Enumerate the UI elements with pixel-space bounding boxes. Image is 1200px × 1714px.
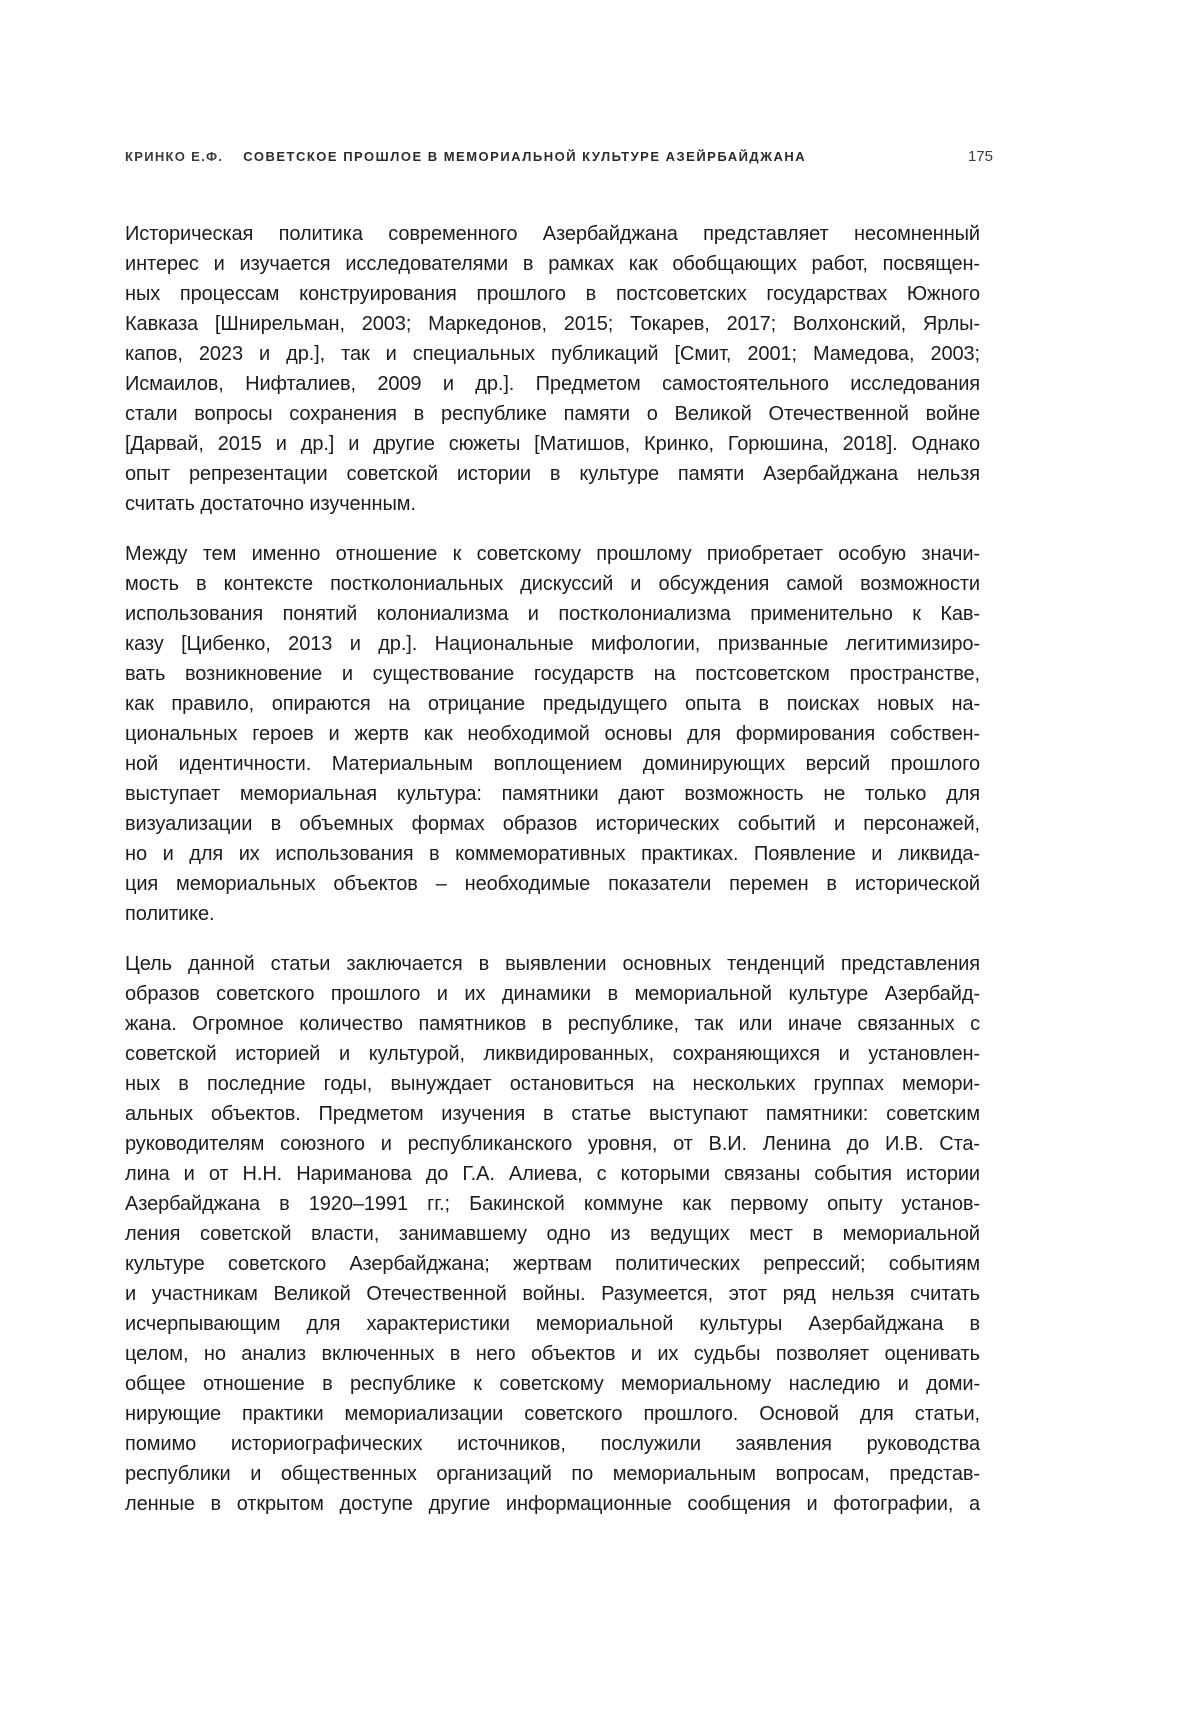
text-line: республики и общественных организаций по мемориальным вопросам, представ- [125, 1463, 980, 1485]
paragraph [125, 539, 980, 929]
text-line: ленные в открытом доступе другие информационные сообщения и фотографии, а [125, 1493, 980, 1515]
text-line: образов советского прошлого и их динамики в мемориальной культуре Азербайд- [125, 983, 980, 1005]
header-author: КРИНКО Е.Ф. [125, 149, 224, 164]
text-line: циональных героев и жертв как необходимой основы для формирования собствен- [125, 723, 980, 745]
article-body [125, 219, 980, 1539]
text-line: Между тем именно отношение к советскому прошлому приобретает особую значи- [125, 543, 980, 565]
page-number: 175 [967, 148, 993, 165]
text-line: лина и от Н.Н. Нариманова до Г.А. Алиева, с которыми связаны события истории [125, 1163, 980, 1185]
header-article-title: СОВЕТСКОЕ ПРОШЛОЕ В МЕМОРИАЛЬНОЙ КУЛЬТУРЕ АЗЕЙРБАЙДЖАНА [243, 149, 807, 164]
text-line: помимо историографических источников, послужили заявления руководства [125, 1433, 980, 1455]
text-line: культуре советского Азербайджана; жертвам политических репрессий; событиям [125, 1253, 980, 1275]
text-line: ной идентичности. Материальным воплощением доминирующих версий прошлого [125, 753, 980, 775]
text-line: [Дарвай, 2015 и др.] и другие сюжеты [Матишов, Кринко, Горюшина, 2018]. Однако [125, 433, 980, 455]
text-line: политике. [125, 903, 215, 925]
text-line: Кавказа [Шнирельман, 2003; Маркедонов, 2015; Токарев, 2017; Волхонский, Ярлы- [125, 313, 980, 335]
text-line: и участникам Великой Отечественной войны. Разумеется, этот ряд нельзя считать [125, 1283, 980, 1305]
text-line: выступает мемориальная культура: памятники дают возможность не только для [125, 783, 980, 805]
text-line: общее отношение в республике к советскому мемориальному наследию и доми- [125, 1373, 980, 1395]
text-line: как правило, опираются на отрицание предыдущего опыта в поисках новых на- [125, 693, 980, 715]
text-line: вать возникновение и существование государств на постсоветском пространстве, [125, 663, 980, 685]
paragraph [125, 949, 980, 1519]
running-head [125, 148, 993, 165]
text-line: ления советской власти, занимавшему одно из ведущих мест в мемориальной [125, 1223, 980, 1245]
text-line: казу [Цибенко, 2013 и др.]. Национальные мифологии, призванные легитимизиро- [125, 633, 980, 655]
text-line: руководителям союзного и республиканского уровня, от В.И. Ленина до И.В. Ста- [125, 1133, 980, 1155]
text-line: опыт репрезентации советской истории в культуре памяти Азербайджана нельзя [125, 463, 980, 485]
text-line: нирующие практики мемориализации советского прошлого. Основой для статьи, [125, 1403, 980, 1425]
running-head-left [125, 149, 806, 164]
text-line: советской историей и культурой, ликвидированных, сохраняющихся и установлен- [125, 1043, 980, 1065]
text-line: жана. Огромное количество памятников в республике, так или иначе связанных с [125, 1013, 980, 1035]
text-line: считать достаточно изученным. [125, 493, 416, 515]
text-line: Азербайджана в 1920–1991 гг.; Бакинской коммуне как первому опыту установ- [125, 1193, 980, 1215]
text-line: но и для их использования в коммеморативных практиках. Появление и ликвида- [125, 843, 980, 865]
text-line: исчерпывающим для характеристики мемориальной культуры Азербайджана в [125, 1313, 980, 1335]
text-line: ных в последние годы, вынуждает остановиться на нескольких группах мемори- [125, 1073, 980, 1095]
text-line: мость в контексте постколониальных дискуссий и обсуждения самой возможности [125, 573, 980, 595]
text-line: ция мемориальных объектов – необходимые показатели перемен в исторической [125, 873, 980, 895]
paragraph [125, 219, 980, 519]
text-line: целом, но анализ включенных в него объектов и их судьбы позволяет оценивать [125, 1343, 980, 1365]
text-line: Историческая политика современного Азербайджана представляет несомненный [125, 223, 980, 245]
text-line: Цель данной статьи заключается в выявлении основных тенденций представления [125, 953, 980, 975]
text-line: визуализации в объемных формах образов исторических событий и персонажей, [125, 813, 980, 835]
text-line: стали вопросы сохранения в республике памяти о Великой Отечественной войне [125, 403, 980, 425]
text-line: интерес и изучается исследователями в рамках как обобщающих работ, посвящен- [125, 253, 980, 275]
text-line: ных процессам конструирования прошлого в постсоветских государствах Южного [125, 283, 980, 305]
text-line: Исмаилов, Нифталиев, 2009 и др.]. Предметом самостоятельного исследования [125, 373, 980, 395]
text-line: капов, 2023 и др.], так и специальных публикаций [Смит, 2001; Мамедова, 2003; [125, 343, 980, 365]
text-line: использования понятий колониализма и постколониализма применительно к Кав- [125, 603, 980, 625]
text-line: альных объектов. Предметом изучения в статье выступают памятники: советским [125, 1103, 980, 1125]
